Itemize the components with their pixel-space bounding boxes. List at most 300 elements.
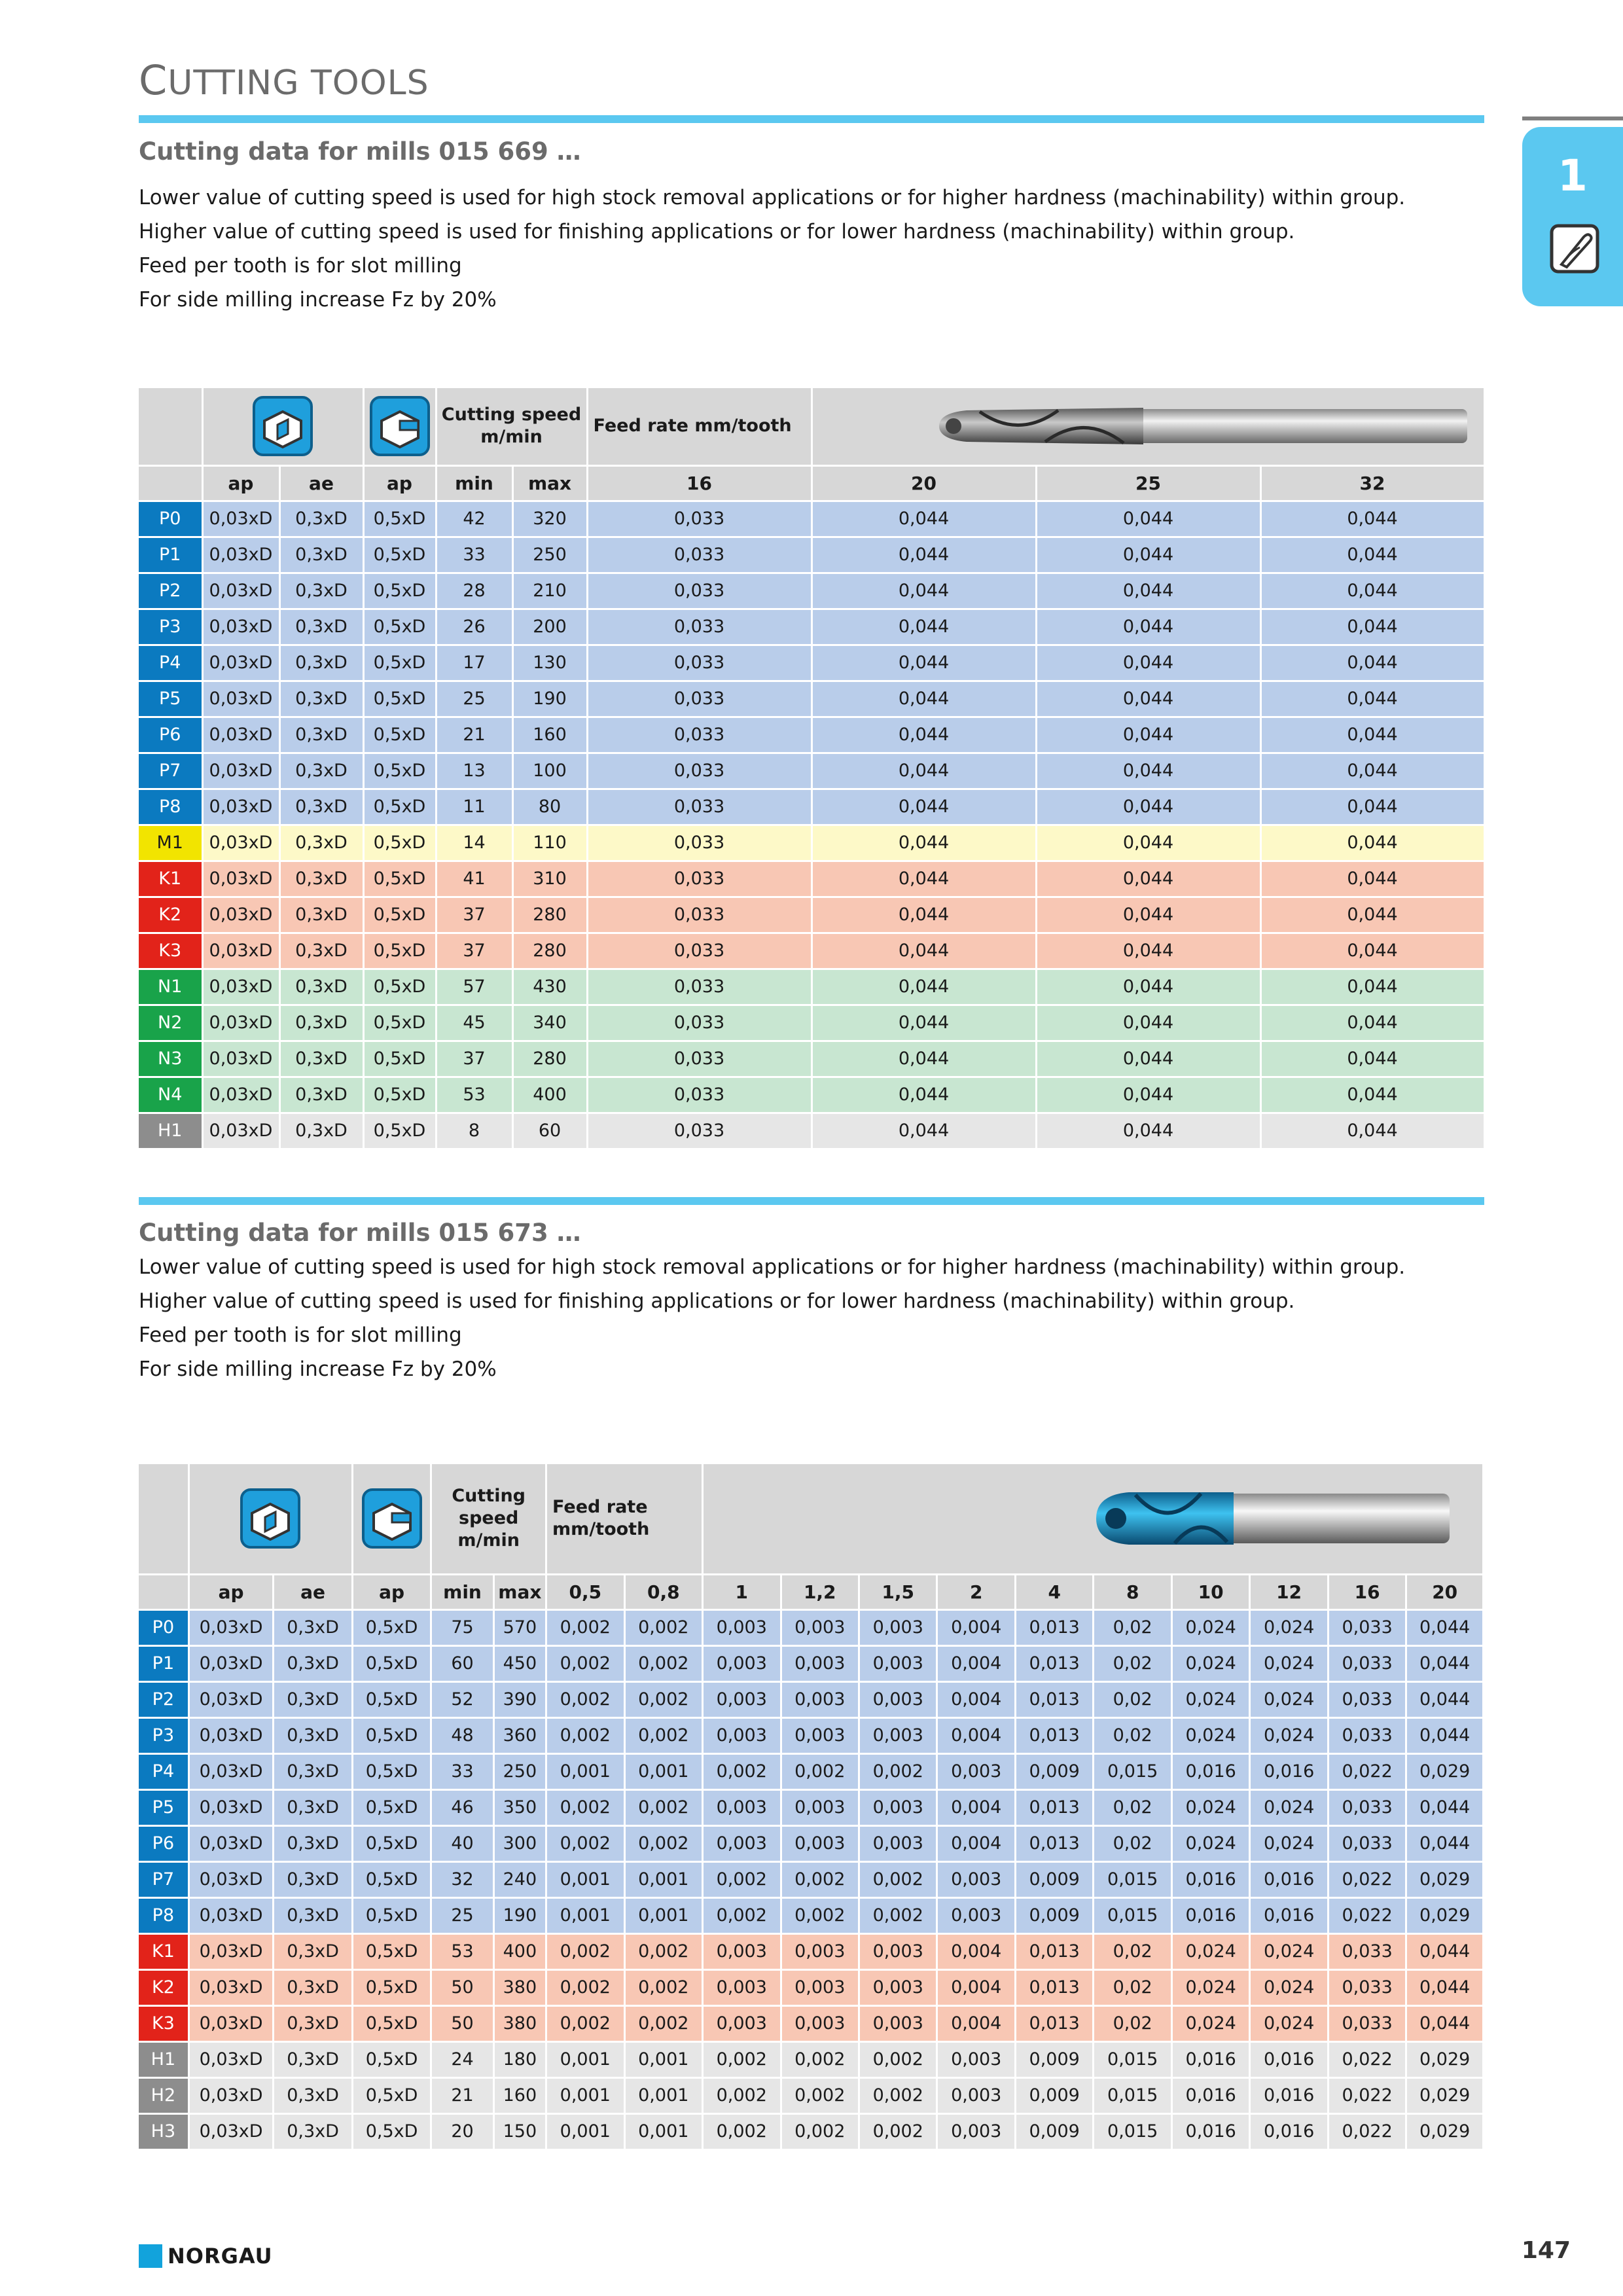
speed-min-cell: 50: [431, 2005, 493, 2041]
ae-width-cell: 0,3xD: [274, 1825, 352, 1861]
feed-rate-cell: 0,003: [703, 1825, 781, 1861]
feed-rate-cell: 0,002: [781, 1861, 859, 1897]
feed-rate-cell: 0,002: [624, 1609, 702, 1645]
sub-header-ae: ae: [279, 465, 363, 501]
table-row: [139, 1645, 1484, 1681]
material-code-cell: K1: [139, 1933, 188, 1969]
feed-rate-cell: 0,003: [781, 1933, 859, 1969]
feed-rate-cell: 0,015: [1094, 2113, 1171, 2149]
ap-depth-cell: 0,03xD: [202, 501, 279, 537]
feed-rate-cell: 0,02: [1094, 1609, 1171, 1645]
speed-min-cell: 24: [431, 2041, 493, 2077]
ap-depth-cell: 0,03xD: [202, 1077, 279, 1113]
feed-rate-cell: 0,003: [859, 1681, 936, 1717]
speed-min-cell: 17: [436, 645, 512, 681]
sub-header-max: max: [493, 1574, 546, 1609]
feed-rate-cell: 0,003: [859, 1969, 936, 2005]
feed-rate-cell: 0,002: [546, 1681, 624, 1717]
speed-min-cell: 37: [436, 933, 512, 969]
ap-depth-cell: 0,03xD: [188, 1717, 274, 1753]
section1-note: Lower value of cutting speed is used for high stock removal applications or for higher hardness (machinability) within group.: [139, 186, 1406, 209]
ap-depth-cell: 0,03xD: [188, 1897, 274, 1933]
feed-rate-cell: 0,015: [1094, 1861, 1171, 1897]
feed-rate-cell: 0,016: [1250, 1753, 1328, 1789]
material-code-cell: P7: [139, 1861, 188, 1897]
feed-rate-cell: 0,024: [1171, 1681, 1249, 1717]
feed-rate-cell: 0,001: [624, 1861, 702, 1897]
feed-rate-cell: 0,009: [1015, 1897, 1093, 1933]
material-code-cell: P3: [139, 1717, 188, 1753]
feed-rate-cell: 0,024: [1250, 2005, 1328, 2041]
feed-rate-cell: 0,02: [1094, 1717, 1171, 1753]
feed-rate-cell: 0,024: [1171, 1645, 1249, 1681]
feed-rate-cell: 0,003: [781, 1681, 859, 1717]
feed-rate-cell: 0,004: [937, 1717, 1015, 1753]
material-code-cell: H2: [139, 2077, 188, 2113]
feed-rate-cell: 0,044: [812, 717, 1036, 753]
feed-rate-cell: 0,033: [587, 501, 812, 537]
material-code-cell: H1: [139, 2041, 188, 2077]
material-code-cell: H1: [139, 1113, 202, 1149]
feed-rate-cell: 0,002: [703, 2041, 781, 2077]
feed-rate-cell: 0,044: [812, 753, 1036, 789]
feed-rate-cell: 0,02: [1094, 1645, 1171, 1681]
header-divider: [139, 115, 1484, 123]
feed-rate-cell: 0,033: [1328, 1933, 1406, 1969]
feed-rate-cell: 0,002: [703, 1753, 781, 1789]
table-row: [139, 753, 1484, 789]
speed-max-cell: 80: [512, 789, 587, 825]
feed-rate-cell: 0,024: [1171, 1789, 1249, 1825]
feed-rate-cell: 0,016: [1171, 2041, 1249, 2077]
feed-rate-cell: 0,016: [1171, 1897, 1249, 1933]
feed-rate-cell: 0,002: [859, 1861, 936, 1897]
feed-rate-cell: 0,033: [1328, 1645, 1406, 1681]
table-row: [139, 717, 1484, 753]
ae-width-cell: 0,3xD: [279, 897, 363, 933]
ap-depth-cell: 0,03xD: [202, 753, 279, 789]
ap-depth-cell: 0,03xD: [202, 681, 279, 717]
feed-rate-cell: 0,044: [812, 789, 1036, 825]
feed-rate-cell: 0,016: [1250, 2041, 1328, 2077]
ap-depth-cell: 0,03xD: [188, 1933, 274, 1969]
ap-side-depth-cell: 0,5xD: [352, 1789, 431, 1825]
material-code-cell: P8: [139, 789, 202, 825]
feed-rate-cell: 0,002: [624, 1825, 702, 1861]
feed-rate-cell: 0,024: [1250, 1681, 1328, 1717]
feed-rate-cell: 0,029: [1406, 1753, 1484, 1789]
speed-min-cell: 14: [436, 825, 512, 861]
diameter-header: 8: [1094, 1574, 1171, 1609]
diameter-header: 0,8: [624, 1574, 702, 1609]
ap-side-depth-cell: 0,5xD: [352, 2113, 431, 2149]
feed-rate-cell: 0,029: [1406, 1897, 1484, 1933]
ap-depth-cell: 0,03xD: [188, 1825, 274, 1861]
ap-side-depth-cell: 0,5xD: [363, 1113, 436, 1149]
ae-width-cell: 0,3xD: [279, 537, 363, 573]
side-tab-divider: [1522, 117, 1623, 120]
feed-rate-cell: 0,015: [1094, 1753, 1171, 1789]
material-code-cell: P5: [139, 681, 202, 717]
table-row: [139, 681, 1484, 717]
ap-depth-cell: 0,03xD: [188, 1789, 274, 1825]
table-row: [139, 1113, 1484, 1149]
feed-rate-cell: 0,044: [1260, 969, 1484, 1005]
feed-rate-cell: 0,044: [1036, 1041, 1260, 1077]
material-code-cell: P1: [139, 537, 202, 573]
table-row: [139, 2113, 1484, 2149]
feed-rate-cell: 0,015: [1094, 1897, 1171, 1933]
ap-side-depth-cell: 0,5xD: [352, 1933, 431, 1969]
ap-depth-cell: 0,03xD: [202, 1041, 279, 1077]
feed-rate-cell: 0,013: [1015, 1717, 1093, 1753]
feed-rate-cell: 0,002: [624, 2005, 702, 2041]
sub-header-blank: [139, 1574, 188, 1609]
feed-rate-cell: 0,033: [587, 861, 812, 897]
feed-rate-cell: 0,033: [587, 825, 812, 861]
feed-rate-cell: 0,004: [937, 1609, 1015, 1645]
feed-rate-cell: 0,002: [546, 1645, 624, 1681]
speed-max-cell: 310: [512, 861, 587, 897]
table-row: [139, 537, 1484, 573]
speed-min-cell: 52: [431, 1681, 493, 1717]
feed-rate-cell: 0,033: [587, 897, 812, 933]
feed-rate-cell: 0,003: [781, 1825, 859, 1861]
diameter-header: 1,2: [781, 1574, 859, 1609]
table-row: [139, 825, 1484, 861]
feed-rate-cell: 0,001: [546, 2041, 624, 2077]
feed-rate-cell: 0,009: [1015, 2041, 1093, 2077]
feed-rate-cell: 0,009: [1015, 1861, 1093, 1897]
feed-rate-cell: 0,003: [781, 1789, 859, 1825]
feed-rate-cell: 0,033: [1328, 1609, 1406, 1645]
feed-rate-cell: 0,044: [812, 1041, 1036, 1077]
feed-rate-cell: 0,003: [859, 1645, 936, 1681]
speed-max-cell: 190: [512, 681, 587, 717]
feed-rate-cell: 0,02: [1094, 1933, 1171, 1969]
feed-rate-cell: 0,033: [1328, 2005, 1406, 2041]
feed-rate-cell: 0,003: [703, 1789, 781, 1825]
feed-rate-cell: 0,001: [624, 2041, 702, 2077]
header-blank-cell: [139, 1464, 188, 1574]
feed-rate-cell: 0,004: [937, 1789, 1015, 1825]
feed-rate-cell: 0,044: [1036, 861, 1260, 897]
feed-rate-cell: 0,044: [1260, 825, 1484, 861]
ap-depth-cell: 0,03xD: [188, 2113, 274, 2149]
ap-depth-cell: 0,03xD: [188, 1645, 274, 1681]
feed-rate-cell: 0,024: [1171, 1825, 1249, 1861]
section2-title: Cutting data for mills 015 673 …: [139, 1219, 581, 1247]
section1-note: Higher value of cutting speed is used for finishing applications or for lower hardness (machinability) within group.: [139, 220, 1295, 243]
speed-min-cell: 45: [436, 1005, 512, 1041]
ae-width-cell: 0,3xD: [279, 717, 363, 753]
speed-min-cell: 50: [431, 1969, 493, 2005]
ae-width-cell: 0,3xD: [279, 645, 363, 681]
feed-rate-cell: 0,029: [1406, 2077, 1484, 2113]
section1-title: Cutting data for mills 015 669 …: [139, 137, 581, 166]
feed-rate-cell: 0,044: [1406, 1933, 1484, 1969]
feed-rate-cell: 0,044: [1036, 1113, 1260, 1149]
feed-rate-cell: 0,003: [859, 1717, 936, 1753]
table-row: [139, 2005, 1484, 2041]
slot-milling-icon: [251, 395, 314, 457]
feed-rate-cell: 0,044: [1036, 969, 1260, 1005]
feed-rate-cell: 0,003: [703, 1609, 781, 1645]
feed-rate-cell: 0,044: [812, 861, 1036, 897]
material-code-cell: P3: [139, 609, 202, 645]
feed-rate-cell: 0,003: [703, 1717, 781, 1753]
ap-side-depth-cell: 0,5xD: [363, 681, 436, 717]
feed-rate-cell: 0,013: [1015, 1681, 1093, 1717]
speed-min-cell: 37: [436, 1041, 512, 1077]
diameter-header: 32: [1260, 465, 1484, 501]
feed-rate-cell: 0,044: [1036, 1077, 1260, 1113]
cutting-speed-header: Cutting speed m/min: [431, 1464, 546, 1574]
feed-rate-cell: 0,003: [781, 1645, 859, 1681]
ae-width-cell: 0,3xD: [279, 1041, 363, 1077]
feed-rate-cell: 0,033: [587, 933, 812, 969]
feed-rate-cell: 0,044: [1260, 1005, 1484, 1041]
feed-rate-cell: 0,003: [937, 2041, 1015, 2077]
feed-rate-cell: 0,044: [1406, 1969, 1484, 2005]
table-row: [139, 1933, 1484, 1969]
speed-max-cell: 450: [493, 1645, 546, 1681]
feed-rate-cell: 0,044: [812, 1077, 1036, 1113]
feed-rate-cell: 0,024: [1171, 1969, 1249, 2005]
ap-depth-cell: 0,03xD: [202, 1113, 279, 1149]
feed-rate-cell: 0,022: [1328, 2041, 1406, 2077]
speed-min-cell: 8: [436, 1113, 512, 1149]
feed-rate-cell: 0,003: [781, 1969, 859, 2005]
ae-width-cell: 0,3xD: [274, 1681, 352, 1717]
material-code-cell: P2: [139, 1681, 188, 1717]
feed-rate-cell: 0,044: [1036, 933, 1260, 969]
feed-rate-cell: 0,002: [624, 1789, 702, 1825]
diameter-header: 10: [1171, 1574, 1249, 1609]
feed-rate-cell: 0,002: [781, 1897, 859, 1933]
feed-rate-cell: 0,003: [703, 1969, 781, 2005]
feed-rate-cell: 0,033: [587, 1077, 812, 1113]
end-mill-tab-icon: [1550, 224, 1599, 274]
ap-side-depth-cell: 0,5xD: [363, 645, 436, 681]
feed-rate-cell: 0,044: [1036, 753, 1260, 789]
feed-rate-cell: 0,029: [1406, 2041, 1484, 2077]
speed-max-cell: 210: [512, 573, 587, 609]
feed-rate-cell: 0,044: [1260, 861, 1484, 897]
material-code-cell: N4: [139, 1077, 202, 1113]
feed-rate-cell: 0,024: [1250, 1789, 1328, 1825]
ap-depth-cell: 0,03xD: [188, 2077, 274, 2113]
ap-side-depth-cell: 0,5xD: [363, 789, 436, 825]
ae-width-cell: 0,3xD: [274, 1645, 352, 1681]
speed-max-cell: 130: [512, 645, 587, 681]
feed-rate-cell: 0,003: [859, 1609, 936, 1645]
ae-width-cell: 0,3xD: [279, 969, 363, 1005]
feed-rate-cell: 0,044: [1036, 501, 1260, 537]
feed-rate-cell: 0,044: [1036, 825, 1260, 861]
feed-rate-cell: 0,044: [1406, 2005, 1484, 2041]
table-row: [139, 609, 1484, 645]
feed-rate-cell: 0,002: [624, 1645, 702, 1681]
speed-max-cell: 350: [493, 1789, 546, 1825]
speed-min-cell: 37: [436, 897, 512, 933]
feed-rate-cell: 0,016: [1250, 1861, 1328, 1897]
material-code-cell: K3: [139, 2005, 188, 2041]
material-code-cell: K2: [139, 897, 202, 933]
ball-nose-end-mill-icon: [1090, 1479, 1456, 1558]
slot-milling-cell: [202, 388, 363, 465]
side-milling-cell: [363, 388, 436, 465]
ae-width-cell: 0,3xD: [279, 1005, 363, 1041]
feed-rate-cell: 0,033: [587, 537, 812, 573]
slot-milling-icon: [239, 1487, 302, 1550]
feed-rate-cell: 0,033: [587, 717, 812, 753]
feed-rate-cell: 0,024: [1171, 1933, 1249, 1969]
speed-min-cell: 11: [436, 789, 512, 825]
table-row: [139, 1861, 1484, 1897]
speed-min-cell: 41: [436, 861, 512, 897]
speed-min-cell: 75: [431, 1609, 493, 1645]
feed-rate-cell: 0,013: [1015, 1933, 1093, 1969]
feed-rate-cell: 0,022: [1328, 2113, 1406, 2149]
feed-rate-cell: 0,044: [1260, 573, 1484, 609]
feed-rate-cell: 0,044: [1036, 897, 1260, 933]
feed-rate-cell: 0,033: [587, 573, 812, 609]
speed-max-cell: 150: [493, 2113, 546, 2149]
feed-rate-cell: 0,003: [937, 1753, 1015, 1789]
feed-rate-cell: 0,044: [1406, 1681, 1484, 1717]
feed-rate-cell: 0,033: [1328, 1969, 1406, 2005]
ap-depth-cell: 0,03xD: [188, 2005, 274, 2041]
feed-rate-cell: 0,044: [1406, 1789, 1484, 1825]
feed-rate-header: Feed rate mm/tooth: [587, 388, 812, 465]
material-code-cell: K2: [139, 1969, 188, 2005]
speed-max-cell: 360: [493, 1717, 546, 1753]
page-title: CUTTING TOOLS: [139, 56, 429, 104]
feed-rate-cell: 0,013: [1015, 1645, 1093, 1681]
ap-depth-cell: 0,03xD: [202, 789, 279, 825]
feed-rate-cell: 0,003: [781, 1609, 859, 1645]
material-code-cell: P4: [139, 1753, 188, 1789]
feed-rate-cell: 0,044: [812, 681, 1036, 717]
feed-rate-cell: 0,013: [1015, 2005, 1093, 2041]
material-code-cell: P6: [139, 1825, 188, 1861]
feed-rate-cell: 0,001: [624, 2113, 702, 2149]
sub-header-ap: ap: [188, 1574, 274, 1609]
speed-max-cell: 190: [493, 1897, 546, 1933]
ae-width-cell: 0,3xD: [279, 501, 363, 537]
sub-header-ap: ap: [352, 1574, 431, 1609]
ap-depth-cell: 0,03xD: [202, 537, 279, 573]
feed-rate-cell: 0,013: [1015, 1609, 1093, 1645]
speed-min-cell: 46: [431, 1789, 493, 1825]
table-row: [139, 1789, 1484, 1825]
speed-max-cell: 320: [512, 501, 587, 537]
ap-depth-cell: 0,03xD: [188, 1753, 274, 1789]
speed-max-cell: 390: [493, 1681, 546, 1717]
table-row: [139, 789, 1484, 825]
speed-max-cell: 280: [512, 1041, 587, 1077]
feed-rate-cell: 0,002: [546, 1789, 624, 1825]
speed-min-cell: 25: [436, 681, 512, 717]
ae-width-cell: 0,3xD: [279, 861, 363, 897]
feed-rate-cell: 0,029: [1406, 2113, 1484, 2149]
feed-rate-cell: 0,002: [859, 2077, 936, 2113]
feed-rate-cell: 0,013: [1015, 1825, 1093, 1861]
feed-rate-cell: 0,044: [1036, 717, 1260, 753]
speed-max-cell: 180: [493, 2041, 546, 2077]
section2-note: Feed per tooth is for slot milling: [139, 1323, 462, 1347]
feed-rate-cell: 0,013: [1015, 1789, 1093, 1825]
ap-depth-cell: 0,03xD: [188, 1861, 274, 1897]
speed-min-cell: 57: [436, 969, 512, 1005]
feed-rate-cell: 0,044: [1260, 1113, 1484, 1149]
diameter-header: 16: [587, 465, 812, 501]
feed-rate-cell: 0,003: [859, 1789, 936, 1825]
material-code-cell: P7: [139, 753, 202, 789]
ap-side-depth-cell: 0,5xD: [352, 1861, 431, 1897]
feed-rate-cell: 0,044: [1260, 1041, 1484, 1077]
feed-rate-cell: 0,004: [937, 1969, 1015, 2005]
feed-rate-cell: 0,02: [1094, 1789, 1171, 1825]
material-code-cell: N1: [139, 969, 202, 1005]
feed-rate-cell: 0,001: [624, 2077, 702, 2113]
feed-rate-cell: 0,044: [1036, 573, 1260, 609]
feed-rate-cell: 0,033: [587, 753, 812, 789]
speed-min-cell: 13: [436, 753, 512, 789]
material-code-cell: P5: [139, 1789, 188, 1825]
feed-rate-cell: 0,009: [1015, 2113, 1093, 2149]
ap-side-depth-cell: 0,5xD: [352, 2005, 431, 2041]
ae-width-cell: 0,3xD: [274, 1609, 352, 1645]
feed-rate-cell: 0,003: [703, 1645, 781, 1681]
speed-min-cell: 53: [436, 1077, 512, 1113]
feed-rate-cell: 0,033: [587, 969, 812, 1005]
speed-max-cell: 250: [493, 1753, 546, 1789]
sub-header-min: min: [431, 1574, 493, 1609]
section2-note: Lower value of cutting speed is used for high stock removal applications or for higher hardness (machinability) within group.: [139, 1255, 1406, 1279]
feed-rate-cell: 0,044: [1036, 645, 1260, 681]
ae-width-cell: 0,3xD: [274, 1717, 352, 1753]
ap-side-depth-cell: 0,5xD: [363, 933, 436, 969]
feed-rate-cell: 0,044: [1036, 609, 1260, 645]
feed-rate-cell: 0,033: [1328, 1717, 1406, 1753]
feed-rate-cell: 0,001: [546, 1753, 624, 1789]
speed-min-cell: 53: [431, 1933, 493, 1969]
ap-side-depth-cell: 0,5xD: [352, 1753, 431, 1789]
feed-rate-cell: 0,02: [1094, 1969, 1171, 2005]
feed-rate-cell: 0,002: [703, 2113, 781, 2149]
ae-width-cell: 0,3xD: [279, 753, 363, 789]
speed-max-cell: 200: [512, 609, 587, 645]
feed-rate-cell: 0,003: [703, 1933, 781, 1969]
ap-depth-cell: 0,03xD: [188, 1681, 274, 1717]
feed-rate-cell: 0,044: [812, 1113, 1036, 1149]
ae-width-cell: 0,3xD: [279, 1113, 363, 1149]
feed-rate-cell: 0,003: [937, 1861, 1015, 1897]
feed-rate-cell: 0,044: [1260, 537, 1484, 573]
material-code-cell: P0: [139, 501, 202, 537]
feed-rate-cell: 0,033: [587, 645, 812, 681]
feed-rate-cell: 0,013: [1015, 1969, 1093, 2005]
feed-rate-cell: 0,002: [546, 2005, 624, 2041]
feed-rate-cell: 0,003: [937, 2077, 1015, 2113]
feed-rate-cell: 0,016: [1250, 2113, 1328, 2149]
feed-rate-header: Feed rate mm/tooth: [546, 1464, 703, 1574]
ap-side-depth-cell: 0,5xD: [352, 1717, 431, 1753]
feed-rate-cell: 0,044: [812, 969, 1036, 1005]
ae-width-cell: 0,3xD: [279, 1077, 363, 1113]
